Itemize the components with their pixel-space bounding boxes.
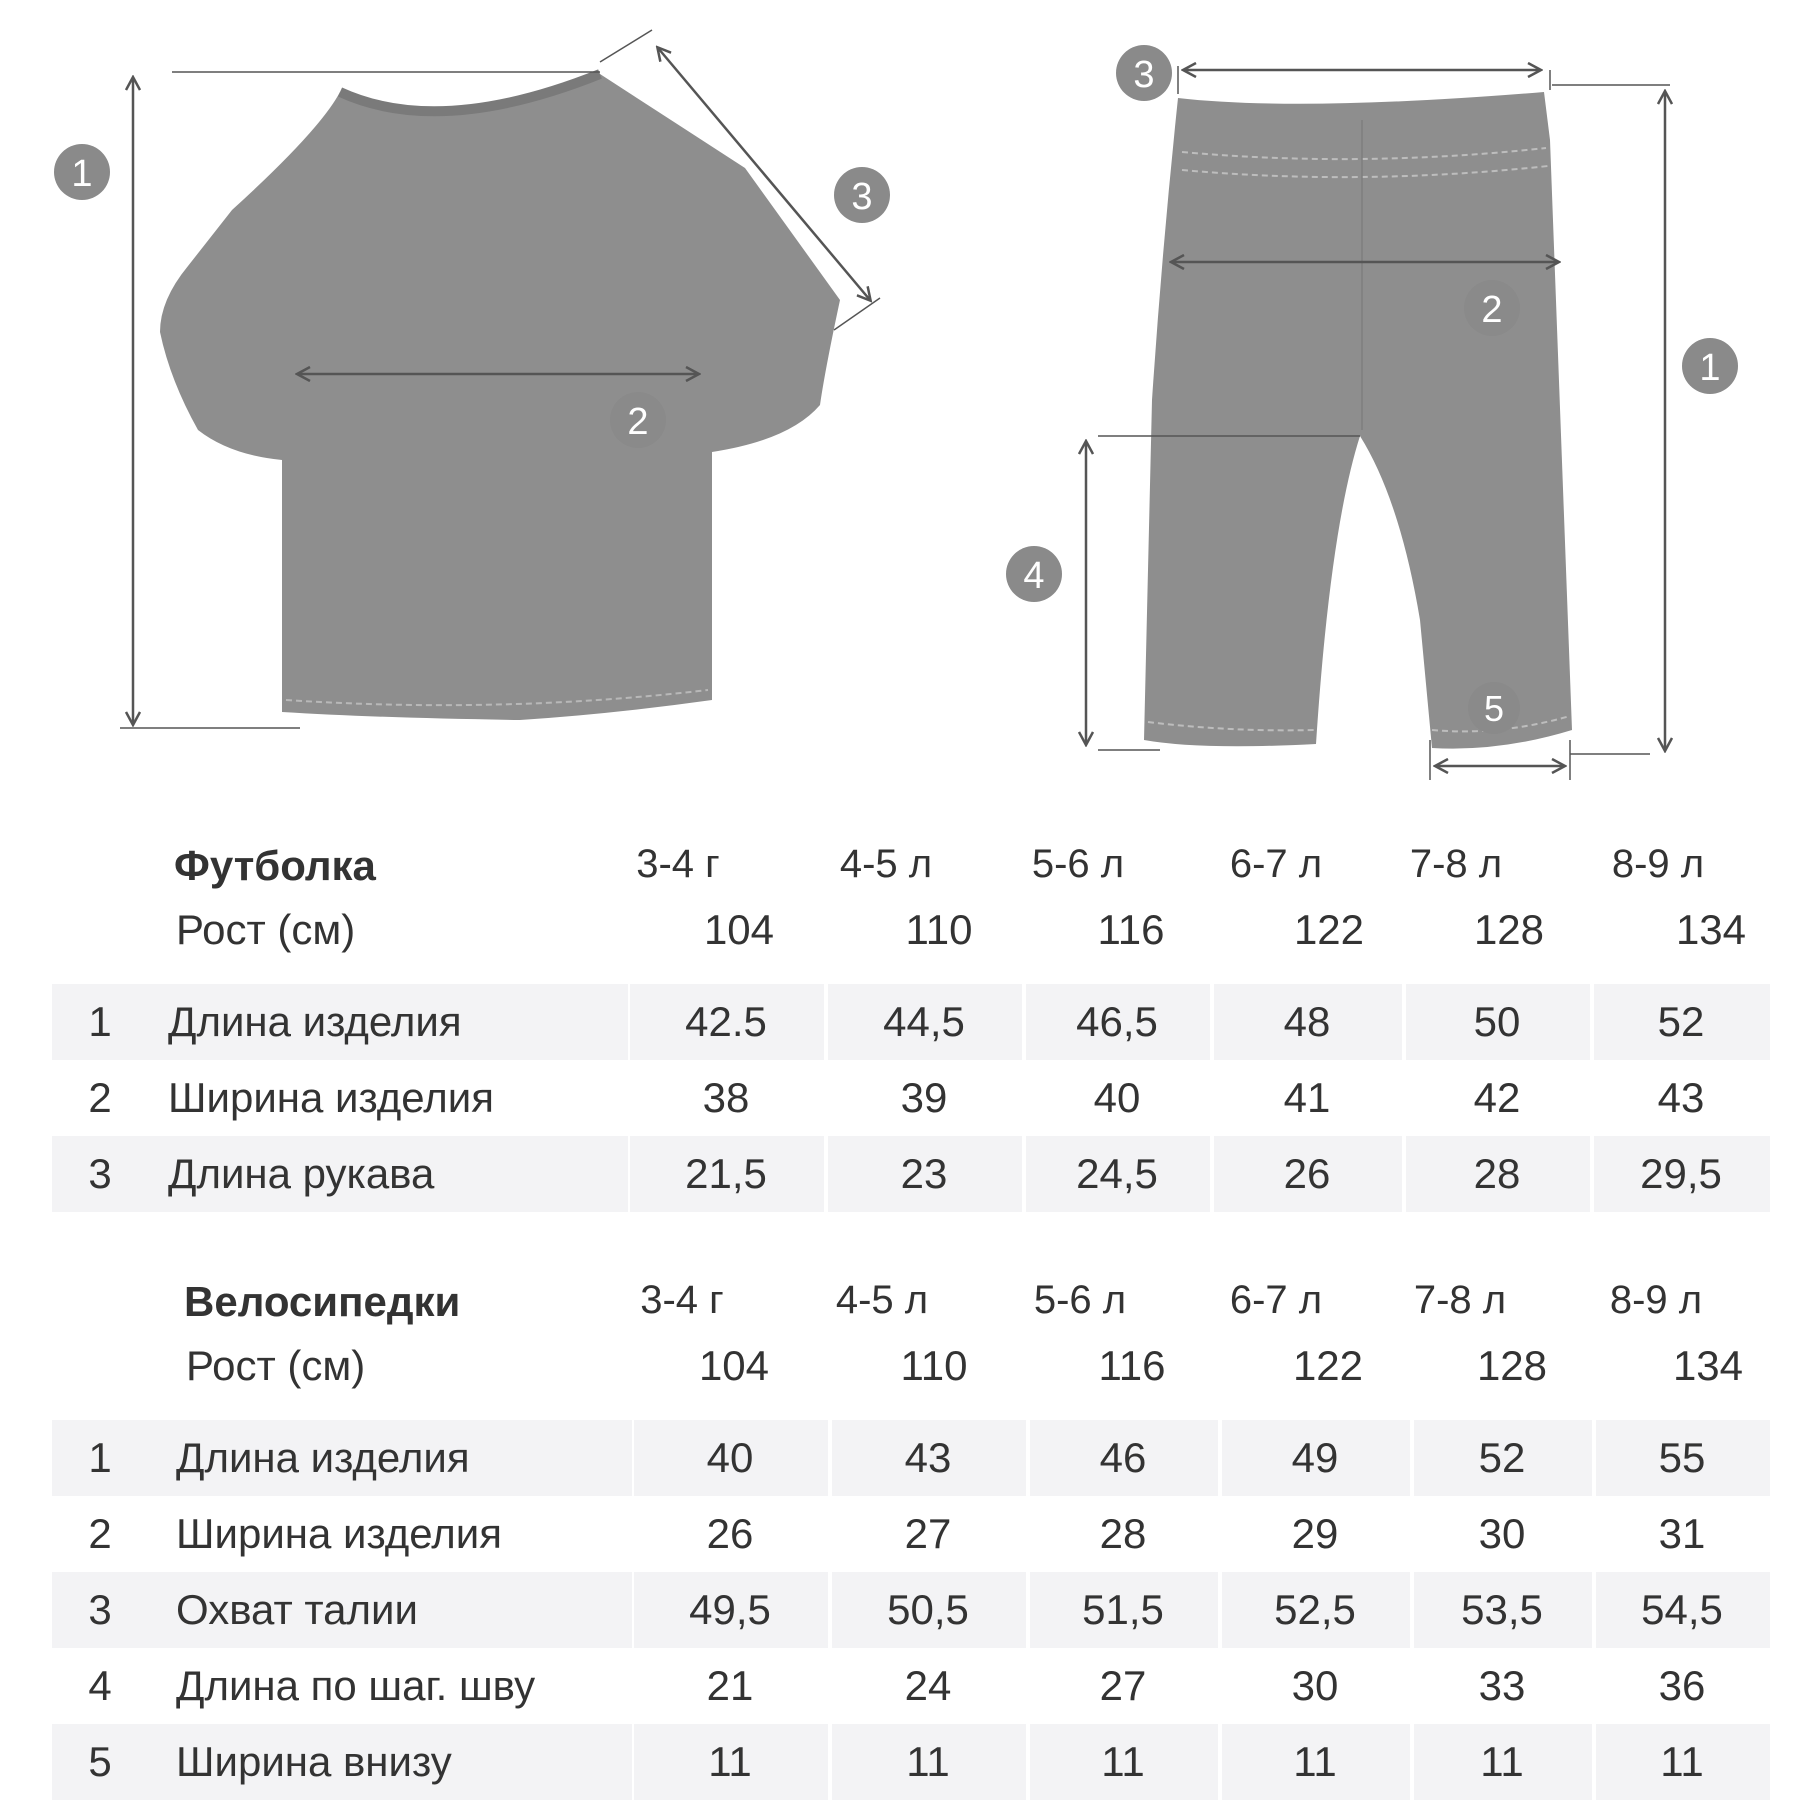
shorts-marker-5	[1468, 682, 1520, 734]
table-cell: 54,5	[1594, 1572, 1770, 1648]
row-number: 2	[88, 1074, 112, 1121]
table-cell: 31	[1658, 1510, 1706, 1557]
marker-label: 1	[71, 153, 93, 195]
table-cell: 42	[1473, 1074, 1521, 1121]
table-row	[52, 1648, 1770, 1724]
table-title: Футболка	[174, 842, 376, 889]
table-cell: 29	[1291, 1510, 1339, 1557]
table-cell: 128	[1476, 1342, 1548, 1389]
table-cell: 24,5	[1024, 1136, 1210, 1212]
table-cell: 104	[703, 906, 775, 953]
row-label: Рост (см)	[186, 1342, 366, 1389]
table-cell: 43	[1657, 1074, 1705, 1121]
marker-label: 5	[1483, 688, 1505, 729]
row-number: 4	[88, 1662, 112, 1709]
marker-label: 2	[627, 401, 649, 443]
table-cell: 11	[1028, 1724, 1218, 1800]
table-cell: 110	[905, 906, 973, 953]
row-label: Рост (см)	[176, 906, 356, 953]
tshirt-marker-2	[610, 392, 666, 448]
table-cell: 11	[1594, 1724, 1770, 1800]
table-cell: 51,5	[1028, 1572, 1218, 1648]
table-title: Велосипедки	[184, 1278, 461, 1325]
marker-label: 1	[1699, 347, 1721, 389]
table-cell: 27	[1099, 1662, 1147, 1709]
size-header: 6-7 л	[1229, 1278, 1323, 1322]
size-header: 7-8 л	[1409, 842, 1503, 886]
table-cell: 49,5	[632, 1572, 828, 1648]
table-cell: 28	[1099, 1510, 1147, 1557]
table-cell: 21	[706, 1662, 754, 1709]
table-cell: 128	[1473, 906, 1545, 953]
height-row	[52, 890, 1770, 970]
row-number: 1	[52, 984, 148, 1060]
table-cell: 134	[1675, 906, 1747, 953]
table-cell: 21,5	[628, 1136, 824, 1212]
shorts-marker-3	[1116, 45, 1172, 101]
shorts-drawing	[1144, 92, 1572, 749]
table-cell: 11	[632, 1724, 828, 1800]
table-cell: 27	[904, 1510, 952, 1557]
size-header: 5-6 л	[1033, 1278, 1127, 1322]
table-row	[52, 1724, 1770, 1800]
row-number: 3	[52, 1572, 148, 1648]
table-cell: 46,5	[1024, 984, 1210, 1060]
table-cell: 26	[1212, 1136, 1402, 1212]
row-label: Длина изделия	[148, 1420, 828, 1496]
tshirt-size-table	[0, 820, 1800, 1220]
table-cell: 134	[1672, 1342, 1744, 1389]
table-cell: 55	[1594, 1420, 1770, 1496]
tshirt-marker-3	[834, 167, 890, 223]
marker-label: 2	[1481, 289, 1503, 331]
size-header: 7-8 л	[1413, 1278, 1507, 1322]
row-number: 2	[88, 1510, 112, 1557]
table-cell: 42.5	[628, 984, 824, 1060]
marker-label: 4	[1023, 555, 1045, 597]
table-cell: 122	[1292, 1342, 1364, 1389]
table-cell: 33	[1478, 1662, 1526, 1709]
table-row	[52, 1496, 1770, 1572]
table-cell: 39	[900, 1074, 948, 1121]
table-cell: 48	[1212, 984, 1402, 1060]
table-cell: 28	[1404, 1136, 1590, 1212]
table-cell: 30	[1291, 1662, 1339, 1709]
row-label: Ширина изделия	[168, 1074, 494, 1121]
table-cell: 43	[830, 1420, 1026, 1496]
row-label: Ширина изделия	[176, 1510, 502, 1557]
table-cell: 44,5	[826, 984, 1022, 1060]
table-cell: 53,5	[1412, 1572, 1592, 1648]
row-label: Ширина внизу	[148, 1724, 828, 1800]
size-header: 6-7 л	[1229, 842, 1323, 886]
size-header: 8-9 л	[1611, 842, 1705, 886]
table-cell: 38	[702, 1074, 750, 1121]
tshirt-drawing	[160, 74, 840, 720]
shorts-size-table	[0, 1256, 1800, 1801]
table-cell: 11	[1412, 1724, 1592, 1800]
row-label: Длина рукава	[148, 1136, 824, 1212]
shorts-marker-2	[1464, 280, 1520, 336]
table-cell: 40	[632, 1420, 828, 1496]
table-row	[52, 1060, 1770, 1136]
size-header: 3-4 г	[640, 1278, 724, 1322]
table-row	[52, 1136, 1770, 1212]
marker-label: 3	[851, 176, 873, 218]
table-cell: 11	[1220, 1724, 1410, 1800]
table-cell: 36	[1658, 1662, 1706, 1709]
table-cell: 50	[1404, 984, 1590, 1060]
size-header: 4-5 л	[839, 842, 933, 886]
shorts-marker-4	[1006, 546, 1062, 602]
table-cell: 52	[1592, 984, 1770, 1060]
row-label: Охват талии	[148, 1572, 828, 1648]
table-cell: 49	[1220, 1420, 1410, 1496]
table-cell: 26	[706, 1510, 754, 1557]
table-cell: 11	[830, 1724, 1026, 1800]
table-cell: 23	[826, 1136, 1022, 1212]
size-header: 8-9 л	[1609, 1278, 1703, 1322]
marker-label: 3	[1133, 54, 1155, 96]
table-cell: 52,5	[1220, 1572, 1410, 1648]
table-cell: 30	[1478, 1510, 1526, 1557]
table-cell: 24	[904, 1662, 952, 1709]
table-cell: 29,5	[1592, 1136, 1770, 1212]
table-cell: 122	[1293, 906, 1365, 953]
size-header: 4-5 л	[835, 1278, 929, 1322]
tshirt-marker-1	[54, 144, 110, 200]
row-number: 5	[52, 1724, 148, 1800]
table-cell: 116	[1097, 906, 1165, 953]
table-cell: 40	[1093, 1074, 1141, 1121]
table-cell: 116	[1098, 1342, 1166, 1389]
table-row	[52, 984, 1770, 1060]
table-cell: 110	[900, 1342, 968, 1389]
row-label: Длина по шаг. шву	[176, 1662, 536, 1709]
row-number: 3	[52, 1136, 148, 1212]
height-row	[52, 1326, 1770, 1406]
table-cell: 104	[698, 1342, 770, 1389]
table-row	[52, 1572, 1770, 1648]
row-number: 1	[52, 1420, 148, 1496]
table-cell: 41	[1283, 1074, 1331, 1121]
shorts-marker-1	[1682, 338, 1738, 394]
table-cell: 52	[1412, 1420, 1592, 1496]
size-header: 3-4 г	[636, 842, 720, 886]
table-row	[52, 1420, 1770, 1496]
size-header: 5-6 л	[1031, 842, 1125, 886]
garment-illustration	[0, 0, 1800, 780]
row-label: Длина изделия	[148, 984, 824, 1060]
table-cell: 50,5	[830, 1572, 1026, 1648]
table-cell: 46	[1028, 1420, 1218, 1496]
